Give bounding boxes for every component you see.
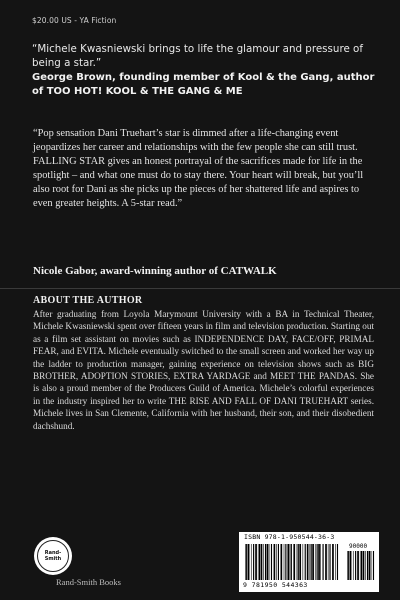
barcode-stripe	[369, 551, 371, 580]
barcode-stripe	[317, 544, 318, 580]
barcode-stripe	[259, 544, 260, 580]
barcode-stripe	[310, 544, 311, 580]
barcode-stripe	[251, 544, 252, 580]
barcode-stripe	[350, 551, 352, 580]
barcode-stripe	[291, 544, 292, 580]
about-author-heading: ABOUT THE AUTHOR	[33, 295, 143, 306]
barcode-stripe	[361, 551, 362, 580]
barcode-stripe	[281, 544, 283, 580]
barcode-stripe	[290, 544, 291, 580]
barcode-bars-addon	[347, 551, 375, 580]
barcode-stripe	[255, 544, 257, 580]
barcode-stripe	[267, 544, 269, 580]
about-author-body: After graduating from Loyola Marymount University with a BA in Technical Theater, Michele Kwasniewski spent over fifteen years in film and television production. Starting out as a film set assistant on movies such as INDEPENDENCE DAY, FACE/OFF, PRIMAL FEAR, and EVITA. Michele eventually switched to the small screen and worked her way up the ladder to production manager, gaining experience on television shows such as BIG BROTHER, ADOPTION STORIES, EXTRA YARDAGE and MEET THE PANDAS. She is also a proud member of the Producers Guild of America. Michele’s colorful experiences in the industry inspired her to write THE RISE AND FALL OF DANI TRUEHART series. Michele lives in San Clemente, California with her husband, their son, and their disobedient dachshund.	[33, 309, 374, 431]
barcode-stripe	[318, 544, 320, 580]
barcode-stripe	[293, 544, 295, 580]
barcode-stripe	[315, 544, 316, 580]
barcode-stripe	[337, 544, 338, 580]
barcode-stripe	[248, 544, 250, 580]
barcode-stripe	[325, 544, 327, 580]
barcode-stripe	[320, 544, 321, 580]
barcode-stripe	[371, 551, 372, 580]
barcode-stripe	[353, 551, 354, 580]
price-genre-line: $20.00 US - YA Fiction	[32, 16, 117, 25]
barcode-stripe	[332, 544, 334, 580]
barcode-bars-main	[245, 544, 340, 580]
barcode-stripe	[365, 551, 366, 580]
publisher-name: Rand-Smith Books	[56, 577, 121, 587]
barcode-stripe	[245, 544, 246, 580]
barcode-stripe	[363, 551, 365, 580]
barcode-price-code: 90000	[349, 543, 368, 550]
barcode-stripe	[307, 544, 309, 580]
barcode-stripe	[261, 544, 263, 580]
barcode-stripe	[265, 544, 266, 580]
barcode-stripe	[271, 544, 272, 580]
barcode-stripe	[360, 551, 361, 580]
barcode-stripe	[311, 544, 312, 580]
publisher-logo	[34, 537, 72, 575]
isbn-label: ISBN 978-1-950544-36-3	[244, 533, 335, 541]
barcode-stripe	[328, 544, 329, 580]
barcode-stripe	[312, 544, 314, 580]
barcode-stripe	[305, 544, 306, 580]
top-blurb-quote: “Michele Kwasniewski brings to life the glamour and pressure of being a star.”	[32, 43, 363, 69]
barcode-digits: 9 781950 544363	[243, 581, 308, 589]
barcode-stripe	[323, 544, 324, 580]
barcode-stripe	[285, 544, 286, 580]
barcode-stripe	[299, 544, 301, 580]
barcode-stripe	[269, 544, 270, 580]
barcode-stripe	[329, 544, 330, 580]
publisher-logo-text: Rand-Smith	[37, 540, 69, 572]
barcode-stripe	[258, 544, 259, 580]
barcode-stripe	[276, 544, 277, 580]
barcode-stripe	[278, 544, 279, 580]
barcode-stripe	[246, 544, 247, 580]
barcode-stripe	[355, 551, 356, 580]
barcode-stripe	[284, 544, 285, 580]
main-blurb-attribution: Nicole Gabor, award-winning author of CATWALK	[33, 265, 277, 277]
barcode-stripe	[347, 551, 348, 580]
isbn-barcode	[239, 532, 379, 592]
barcode-stripe	[335, 544, 336, 580]
barcode-stripe	[348, 551, 349, 580]
section-divider	[0, 288, 400, 289]
barcode-stripe	[303, 544, 304, 580]
barcode-stripe	[263, 544, 264, 580]
top-blurb-attribution: George Brown, founding member of Kool & the Gang, author of TOO HOT! KOOL & THE GANG & ME	[32, 72, 375, 97]
barcode-stripe	[373, 551, 374, 580]
barcode-stripe	[367, 551, 368, 580]
barcode-stripe	[298, 544, 299, 580]
barcode-stripe	[274, 544, 276, 580]
barcode-stripe	[287, 544, 289, 580]
barcode-stripe	[357, 551, 359, 580]
barcode-stripe	[253, 544, 254, 580]
barcode-stripe	[297, 544, 298, 580]
main-blurb-quote: “Pop sensation Dani Truehart’s star is dimmed after a life-changing event jeopardizes her career and relationships with the few people she can still trust. FALLING STAR gives an honest portrayal of the sacrifices made for life in the spotlight – and what one must do to stay there. Your heart will break, but you’ll also root for Dani as she picks up the pieces of her shattered life and aspires to even greater heights. A 5-star read.”	[33, 128, 364, 209]
